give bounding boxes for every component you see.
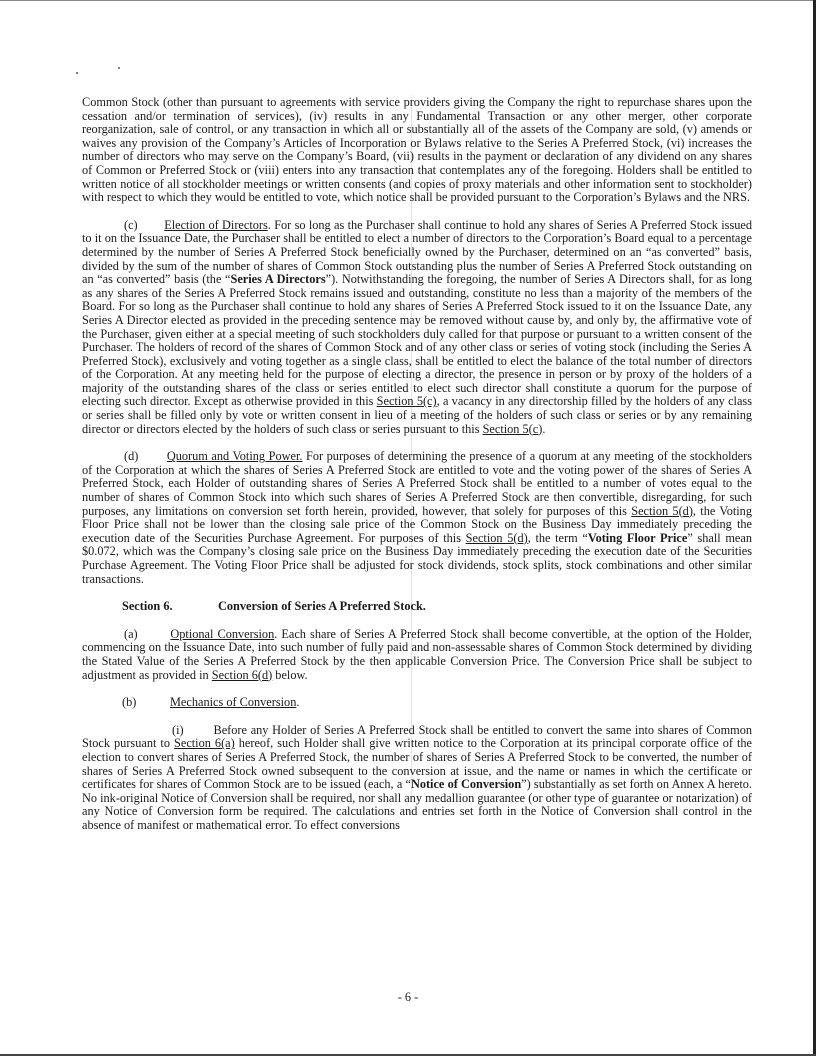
scan-edge-top [0, 0, 816, 1]
defined-term: Series A Directors [230, 272, 326, 287]
defined-term: Voting Floor Price [587, 530, 688, 545]
section-reference: Section 5(c) [482, 421, 543, 436]
section-reference: Section 5(d) [631, 503, 693, 518]
clause-label: (d) [124, 449, 139, 464]
paragraph-mechanics-of-conversion: (b) Mechanics of Conversion. [122, 695, 300, 710]
section-reference: Section 6(d) [211, 667, 273, 682]
clause-title: Quorum and Voting Power. [166, 449, 303, 464]
paragraph-quorum-voting-power: (d) Quorum and Voting Power. For purposes of determining the presence of a quorum at any meeting of the stockholders of the Corporation at which the shares of Series A Preferred Stock are entitled to vote and the voting power of the shares of Series A Preferred Stock, each Holder of outstanding shares of Series A Preferred Stock shall be entitled to a number of votes equal to the number of shares of Common Stock into which such shares of Series A Preferred Stock are then convertible, disregarding, for such purposes, any limitations on conversion set forth herein, provided, however, that solely for purposes of this Section 5(d), the Voting Floor Price shall not be lower than the closing sale price of the Common Stock on the Business Day immediately preceding the execution date of the Securities Purchase Agreement. For purposes of this Section 5(d), the term “Voting Floor Price” shall mean $0.072, which was the Company’s closing sale price on the Business Day immediately preceding the execution date of the Securities Purchase Agreement. The Voting Floor Price shall be adjusted for stock dividends, stock splits, stock combinations and other similar transactions. [82, 449, 752, 586]
document-body [82, 96, 752, 847]
clause-label: (a) [124, 626, 138, 641]
section-reference: Section 6(a) [174, 736, 235, 751]
paragraph-optional-conversion: (a) Optional Conversion. Each share of Series A Preferred Stock shall become convertible, at the option of the Holder, commencing on the Issuance Date, into such number of fully paid and non-assessable shares of Common Stock determined by dividing the Stated Value of the Series A Preferred Stock by the then applicable Conversion Price. The Conversion Price shall be subject to adjustment as provided in Section 6(d) below. [82, 626, 752, 682]
scan-speck [76, 72, 78, 74]
paragraph-voting-continued: Common Stock (other than pursuant to agreements with service providers giving the Company the right to repurchase shares upon the cessation and/or termination of services), (iv) results in any Fundamental Transaction or any other merger, other corporate reorganization, sale of control, or any transaction in which all or substantially all of the assets of the Company are sold, (v) amends or waives any provision of the Company’s Articles of Incorporation or Bylaws relative to the Series A Preferred Stock, (vi) increases the number of directors who may serve on the Company’s Board, (vii) results in the payment or declaration of any dividend on any shares of Common or Preferred Stock or (viii) enters into any transaction that contemplates any of the foregoing. Holders shall be entitled to written notice of all stockholder meetings or written consents (and copies of proxy materials and other information sent to stockholder) with respect to which they would be entitled to vote, which notice shall be provided pursuant to the Corporation’s Bylaws and the NRS. [82, 95, 752, 205]
paragraph-notice-of-conversion: (i) Before any Holder of Series A Preferred Stock shall be entitled to convert the same into shares of Common Stock pursuant to Section 6(a) hereof, such Holder shall give written notice to the Corporation at its principal corporate office of the election to convert shares of Series A Preferred Stock, the number of shares of Series A Preferred Stock to be converted, the number of shares of Series A Preferred Stock owned subsequent to the conversion at issue, and the name or names in which the certificate or certificates for shares of Common Stock are to be issued (each, a “Notice of Conversion”) substantially as set forth on Annex A hereto. No ink-original Notice of Conversion shall be required, nor shall any medallion guarantee (or other type of guarantee or notarization) of any Notice of Conversion form be required. The calculations and entries set forth in the Notice of Conversion shall control in the absence of manifest or mathematical error. To effect conversions [82, 722, 752, 832]
paragraph-election-of-directors: (c) Election of Directors. For so long as the Purchaser shall continue to hold any shares of Series A Preferred Stock issued to it on the Issuance Date, the Purchaser shall be entitled to elect a number of directors to the Corporation’s Board equal to a percentage determined by the number of Series A Preferred Stock beneficially owned by the Purchaser, determined on an “as converted” basis, divided by the sum of the number of shares of Common Stock outstanding plus the number of Series A Preferred Stock outstanding on an “as converted” basis (the “Series A Directors”). Notwithstanding the foregoing, the number of Series A Directors shall, for as long as any shares of the Series A Preferred Stock remains issued and outstanding, constitute no less than a majority of the members of the Board. For so long as the Purchaser shall continue to hold any shares of Series A Preferred Stock issued to it on the Issuance Date, any Series A Director elected as provided in the preceding sentence may be removed without cause by, and only by, the affirmative vote of the Purchaser, given either at a special meeting of such stockholders duly called for that purpose or pursuant to a written consent of the Purchaser. The holders of record of the shares of Common Stock and of any other class or series of voting stock (including the Series A Preferred Stock), exclusively and voting together as a single class, shall be entitled to elect the balance of the total number of directors of the Corporation. At any meeting held for the purpose of electing a director, the presence in person or by proxy of the holders of a majority of the outstanding shares of the class or series entitled to elect such director shall constitute a quorum for the purpose of electing such director. Except as otherwise provided in this Section 5(c), a vacancy in any directorship filled by the holders of any class or series shall be filled only by vote or written consent in lieu of a meeting of the holders of such class or series or by any remaining director or directors elected by the holders of such class or series pursuant to this Section 5(c). [82, 217, 752, 436]
section-reference: Section 5(d) [465, 530, 528, 545]
section-number: Section 6. [122, 599, 173, 614]
section-reference: Section 5(c) [376, 394, 437, 409]
scan-speck [118, 67, 120, 69]
clause-label: (c) [124, 217, 138, 232]
page-number: - 6 - [397, 990, 419, 1004]
clause-label: (b) [122, 695, 137, 710]
section-title: Conversion of Series A Preferred Stock. [218, 599, 426, 614]
clause-title: Optional Conversion [170, 626, 275, 641]
defined-term: Notice of Conversion [410, 777, 522, 792]
clause-label: (i) [172, 722, 184, 737]
section-6-heading [122, 600, 752, 614]
clause-title: Election of Directors [164, 217, 268, 232]
clause-title: Mechanics of Conversion [170, 695, 297, 710]
